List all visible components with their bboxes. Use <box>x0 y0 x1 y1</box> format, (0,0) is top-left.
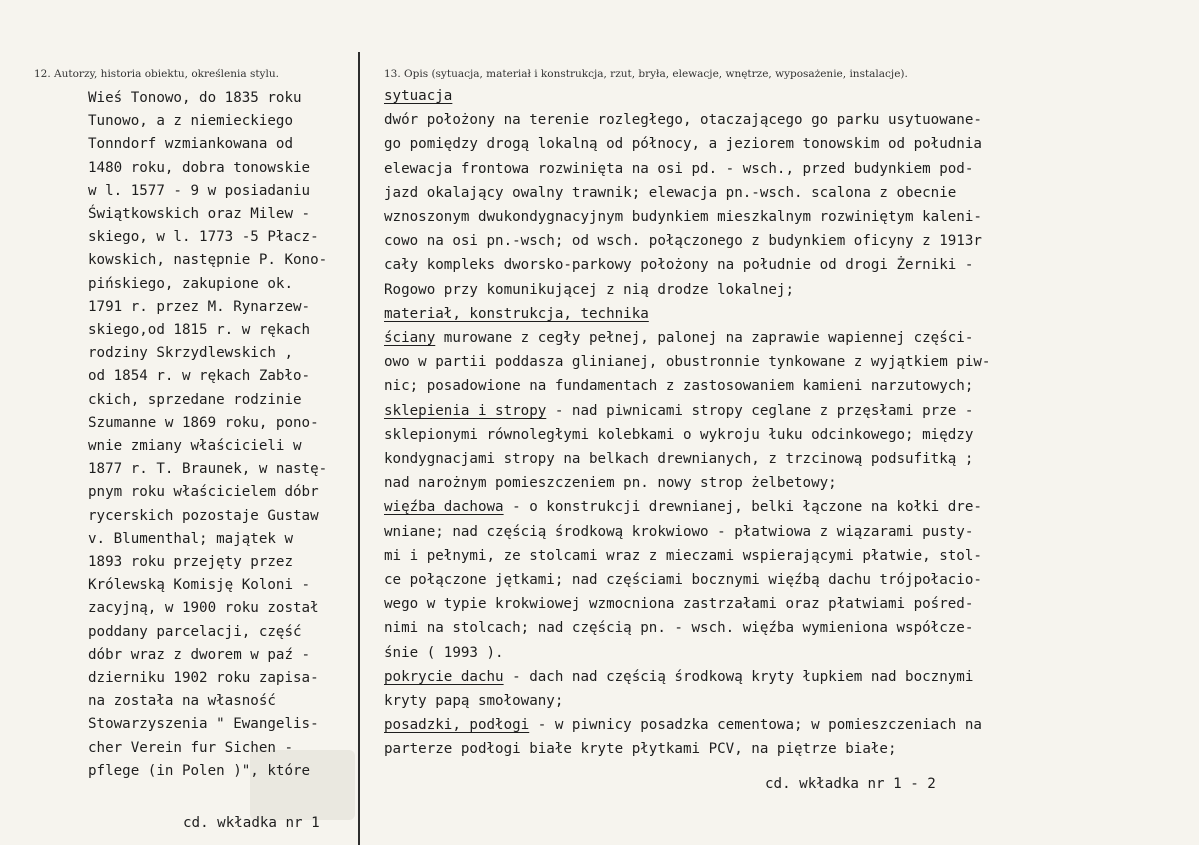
description-text: - dach nad częścią środkową kryty łupkiem nad bocznymi <box>503 668 974 685</box>
column-divider <box>358 52 360 845</box>
description-text-column <box>384 84 1184 762</box>
description-line <box>384 471 1184 495</box>
description-line <box>384 350 1184 374</box>
description-line <box>384 181 1184 205</box>
description-line <box>384 84 1184 108</box>
description-line <box>384 616 1184 640</box>
description-text: - nad piwnicami stropy ceglane z przęsłami prze - <box>546 402 974 419</box>
description-text: nad narożnym pomieszczeniem pn. nowy strop żelbetowy; <box>384 475 837 492</box>
history-line: pflege (in Polen )", które <box>88 762 311 779</box>
description-line <box>384 568 1184 592</box>
history-line: skiego,od 1815 r. w rękach <box>88 322 311 339</box>
description-line <box>384 641 1184 665</box>
history-line: Szumanne w 1869 roku, pono- <box>88 414 319 431</box>
left-continuation-note: cd. wkładka nr 1 <box>183 815 320 831</box>
history-line: Tunowo, a z niemieckiego <box>88 113 293 130</box>
history-text-column <box>88 87 356 783</box>
description-text: go pomiędzy drogą lokalną od północy, a jeziorem tonowskim od południa <box>384 136 982 153</box>
description-line <box>384 302 1184 326</box>
history-line: pińskiego, zakupione ok. <box>88 275 293 292</box>
description-line <box>384 423 1184 447</box>
section-heading: więźba dachowa <box>384 499 504 516</box>
right-continuation-note: cd. wkładka nr 1 - 2 <box>765 776 936 792</box>
description-line <box>384 689 1184 713</box>
history-line: dzierniku 1902 roku zapisa- <box>88 670 319 687</box>
section-heading: posadzki, podłogi <box>384 717 530 734</box>
description-text: dwór położony na terenie rozległego, otaczającego go parku usytuowane- <box>384 112 982 129</box>
description-line <box>384 326 1184 350</box>
right-column-header: 13. Opis (sytuacja, materiał i konstrukcja, rzut, bryła, elewacje, wnętrze, wyposażenie, instalacje). <box>384 68 908 80</box>
history-line: 1480 roku, dobra tonowskie <box>88 159 311 176</box>
history-line: Królewską Komisję Koloni - <box>88 577 311 594</box>
description-line <box>384 399 1184 423</box>
history-line: cher Verein fur Sichen - <box>88 739 293 756</box>
description-line <box>384 495 1184 519</box>
description-text: cały kompleks dworsko-parkowy położony na południe od drogi Żerniki - <box>384 257 974 274</box>
history-line: Tonndorf wzmiankowana od <box>88 136 293 153</box>
history-line: w l. 1577 - 9 w posiadaniu <box>88 182 311 199</box>
description-line <box>384 520 1184 544</box>
description-line <box>384 132 1184 156</box>
history-line: 1877 r. T. Braunek, w nastę- <box>88 461 328 478</box>
description-text: wznoszonym dwukondygnacyjnym budynkiem mieszkalnym rozwiniętym kaleni- <box>384 209 982 226</box>
description-line <box>384 665 1184 689</box>
history-line: wnie zmiany właścicieli w <box>88 438 302 455</box>
left-column-header: 12. Autorzy, historia obiektu, określenia stylu. <box>34 68 279 80</box>
history-line: pnym roku właścicielem dóbr <box>88 484 319 501</box>
section-heading: materiał, konstrukcja, technika <box>384 305 649 322</box>
history-line: v. Blumenthal; majątek w <box>88 530 293 547</box>
description-line <box>384 278 1184 302</box>
history-line: rycerskich pozostaje Gustaw <box>88 507 319 524</box>
description-text: owo w partii poddasza glinianej, obustronnie tynkowane z wyjątkiem piw- <box>384 354 991 371</box>
description-text: parterze podłogi białe kryte płytkami PCV, na piętrze białe; <box>384 741 897 758</box>
description-text: Rogowo przy komunikującej z nią drodze lokalnej; <box>384 281 794 298</box>
history-line: Stowarzyszenia " Ewangelis- <box>88 716 319 733</box>
history-line: ckich, sprzedane rodzinie <box>88 391 302 408</box>
description-text: wniane; nad częścią środkową krokwiowo - płatwiowa z wiązarami pusty- <box>384 523 974 540</box>
history-line: 1893 roku przejęty przez <box>88 554 293 571</box>
history-line: na została na własność <box>88 693 276 710</box>
section-heading: sytuacja <box>384 88 453 104</box>
section-heading: ściany <box>384 330 436 347</box>
description-line <box>384 374 1184 398</box>
history-line: poddany parcelacji, część <box>88 623 302 640</box>
description-text: nimi na stolcach; nad częścią pn. - wsch. więźba wymieniona współcze- <box>384 620 974 637</box>
description-text: - o konstrukcji drewnianej, belki łączone na kołki dre- <box>503 499 982 516</box>
description-line <box>384 253 1184 277</box>
history-line: dóbr wraz z dworem w paź - <box>88 646 311 663</box>
description-text: kondygnacjami stropy na belkach drewnianych, z trzcinową podsufitką ; <box>384 451 974 468</box>
description-text: wego w typie krokwiowej wzmocniona zastrzałami oraz płatwiami pośred- <box>384 596 974 613</box>
description-line <box>384 447 1184 471</box>
description-text: sklepionymi równoległymi kolebkami o wykroju łuku odcinkowego; między <box>384 426 974 443</box>
history-line: skiego, w l. 1773 -5 Płacz- <box>88 229 319 246</box>
section-heading: sklepienia i stropy <box>384 402 547 419</box>
history-line: 1791 r. przez M. Rynarzew- <box>88 298 311 315</box>
description-line <box>384 737 1184 761</box>
description-line <box>384 108 1184 132</box>
section-heading: pokrycie dachu <box>384 668 504 685</box>
description-text: cowo na osi pn.-wsch; od wsch. połączonego z budynkiem oficyny z 1913r <box>384 233 982 250</box>
history-line: kowskich, następnie P. Kono- <box>88 252 328 269</box>
description-text: elewacja frontowa rozwinięta na osi pd. - wsch., przed budynkiem pod- <box>384 160 974 177</box>
description-text: jazd okalający owalny trawnik; elewacja pn.-wsch. scalona z obecnie <box>384 184 957 201</box>
description-line <box>384 205 1184 229</box>
description-line <box>384 544 1184 568</box>
description-line <box>384 592 1184 616</box>
history-line: od 1854 r. w rękach Zabło- <box>88 368 311 385</box>
description-text: - w piwnicy posadzka cementowa; w pomieszczeniach na <box>529 717 982 734</box>
history-line: rodziny Skrzydlewskich , <box>88 345 293 362</box>
description-text: śnie ( 1993 ). <box>384 644 504 661</box>
history-line: zacyjną, w 1900 roku został <box>88 600 319 617</box>
description-text: nic; posadowione na fundamentach z zastosowaniem kamieni narzutowych; <box>384 378 974 395</box>
description-line <box>384 229 1184 253</box>
history-line: Świątkowskich oraz Milew - <box>88 206 311 223</box>
description-text: mi i pełnymi, ze stolcami wraz z mieczami wspierającymi płatwie, stol- <box>384 547 982 564</box>
description-line <box>384 713 1184 737</box>
description-text: murowane z cegły pełnej, palonej na zaprawie wapiennej części- <box>435 330 974 347</box>
description-text: ce połączone jętkami; nad częściami bocznymi więźbą dachu trójpołacio- <box>384 572 982 589</box>
description-line <box>384 157 1184 181</box>
description-text: kryty papą smołowany; <box>384 693 564 710</box>
history-line: Wieś Tonowo, do 1835 roku <box>88 90 302 106</box>
